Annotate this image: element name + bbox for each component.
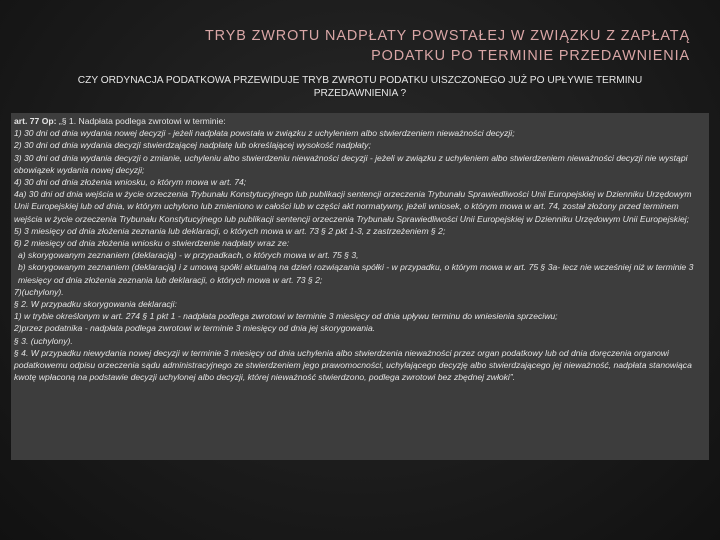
- section-2-item-1: 1) w trybie określonym w art. 274 § 1 pkt 1 - nadpłata podlega zwrotowi w terminie 3 miesięcy od dnia upływu terminu do wniesienia sprzeciwu;: [14, 311, 558, 322]
- paragraph-6: 6) 2 miesięcy od dnia złożenia wniosku o stwierdzenie nadpłaty wraz ze:: [14, 238, 290, 249]
- article-lead: [14, 115, 706, 127]
- paragraph-5: 5) 3 miesięcy od dnia złożenia zeznania lub deklaracji, o których mowa w art. 73 § 2 pkt 1-3, z zastrzeżeniem § 2;: [14, 225, 446, 236]
- paragraph-1: 1) 30 dni od dnia wydania nowej decyzji - jeżeli nadpłata powstała w związku z uchyleniem albo stwierdzeniem nieważności decyzji;: [14, 128, 515, 139]
- content-box: [11, 113, 709, 460]
- paragraph-7: 7)(uchylony).: [14, 286, 64, 297]
- paragraph-6a: a) skorygowanym zeznaniem (deklaracją) - w przypadkach, o których mowa w art. 75 § 3,: [18, 250, 359, 261]
- slide-title: TRYB ZWROTU NADPŁATY POWSTAŁEJ W ZWIĄZKU Z ZAPŁATĄ PODATKU PO TERMINIE PRZEDAWNIENIA: [204, 28, 690, 64]
- section-4: § 4. W przypadku niewydania nowej decyzji w terminie 3 miesięcy od dnia uchylenia albo stwierdzenia nieważności przez organ podatkowy lub od dnia doręczenia organowi podatkowemu odpisu orzeczenia sądu administracyjnego ze stwierdzeniem jego prawomocności, uchylającego decyzję albo stwierdzającego jej nieważność, nadpłata stanowiąca kwotę wpłaconą na podstawie decyzji uchylonej albo decyzji, której nieważność stwierdzono, podlega zwrotowi bez zbędnej zwłoki”.: [14, 347, 692, 383]
- article-ref: art. 77 Op:: [14, 116, 57, 126]
- section-2-heading: § 2. W przypadku skorygowania deklaracji:: [14, 299, 177, 310]
- section-3: § 3. (uchylony).: [14, 335, 73, 346]
- article-lead-text: „§ 1. Nadpłata podlega zwrotowi w terminie:: [56, 116, 226, 126]
- paragraph-4: 4) 30 dni od dnia złożenia wniosku, o którym mowa w art. 74;: [14, 177, 247, 188]
- paragraph-2: 2) 30 dni od dnia wydania decyzji stwierdzającej nadpłatę lub określającej wysokość nadpłaty;: [14, 140, 371, 151]
- paragraph-4a: 4a) 30 dni od dnia wejścia w życie orzeczenia Trybunału Konstytucyjnego lub publikacji sentencji orzeczenia Trybunału Sprawiedliwości Unii Europejskiej w Dzienniku Urzędowym Unii Europejskiej lub od dnia, w którym uchylono lub zmieniono w całości lub w części akt normatywny, jeżeli wniosek, o którym mowa w art. 74, został złożony przed terminem wejścia w życie orzeczenia Trybunału Konstytucyjnego lub publikacji sentencji orzeczenia Trybunału Sprawiedliwości Unii Europejskiej w Dzienniku Urzędowym Unii Europejskiej;: [14, 189, 692, 224]
- slide-subtitle: CZY ORDYNACJA PODATKOWA PRZEWIDUJE TRYB ZWROTU PODATKU UISZCZONEGO JUŻ PO UPŁYWIE TERMINU PRZEDAWNIENIA ?: [77, 75, 643, 99]
- section-2-item-2: 2)przez podatnika - nadpłata podlega zwrotowi w terminie 3 miesięcy od dnia jej skorygowania.: [14, 323, 376, 334]
- paragraph-3: 3) 30 dni od dnia wydania decyzji o zmianie, uchyleniu albo stwierdzeniu nieważności decyzji - jeżeli w związku z uchyleniem albo stwierdzeniem nieważności decyzji nie wystąpi obowiązek wydania nowej decyzji;: [14, 152, 688, 175]
- paragraph-6b: b) skorygowanym zeznaniem (deklaracją) i z umową spółki aktualną na dzień rozwiązania spółki - w przypadku, o którym mowa w art. 75 § 3a- lecz nie wcześniej niż w terminie 3 miesięcy od dnia złożenia zeznania lub deklaracji, o których mowa w art. 73 § 2;: [18, 262, 694, 285]
